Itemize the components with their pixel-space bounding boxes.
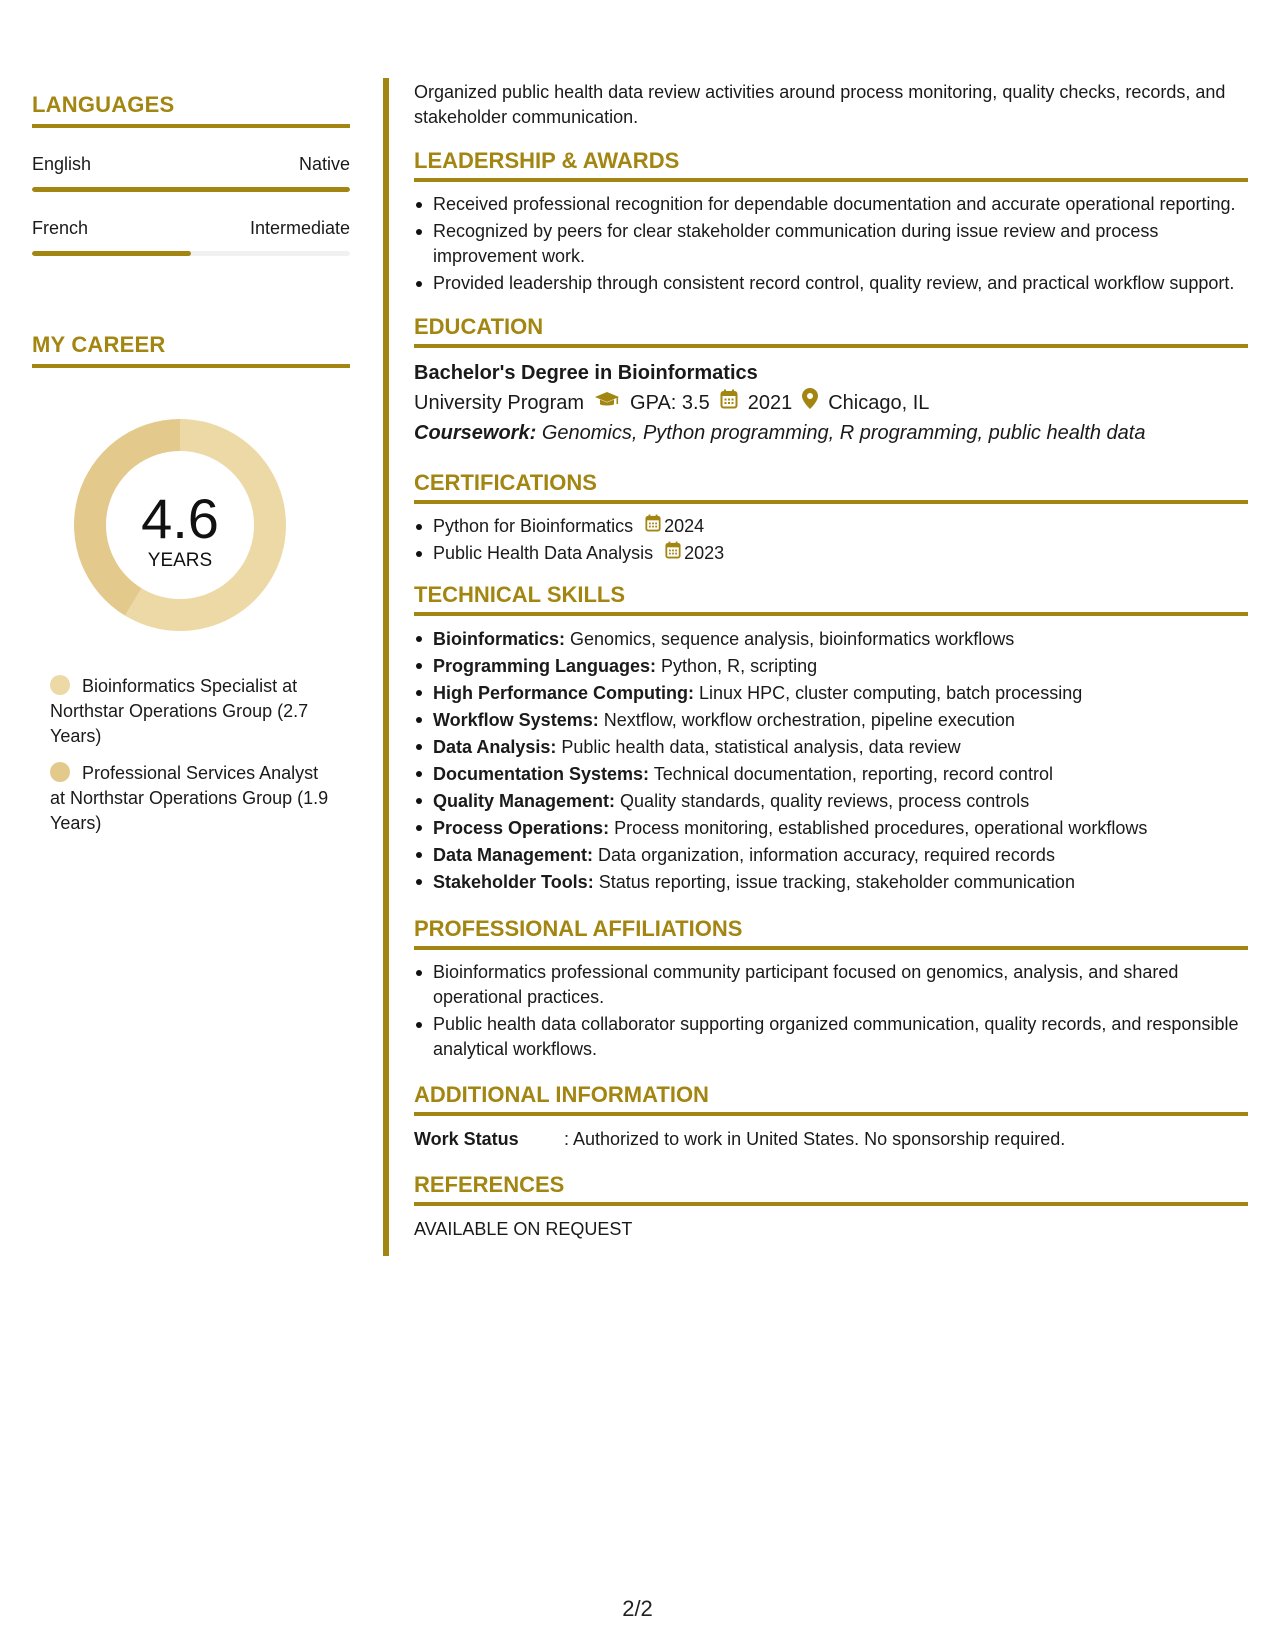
skill-values: Status reporting, issue tracking, stakeholder communication xyxy=(598,872,1075,892)
skill-category: High Performance Computing: xyxy=(433,683,695,703)
graduation-cap-icon xyxy=(594,388,620,418)
certifications-list xyxy=(414,514,1248,566)
list-item xyxy=(414,541,1248,566)
language-proficiency-fill xyxy=(32,251,191,256)
list-item xyxy=(414,734,1248,761)
list-item xyxy=(414,815,1248,842)
skills-list xyxy=(414,626,1248,896)
leadership-list xyxy=(414,192,1248,296)
skill-category: Data Management: xyxy=(433,845,594,865)
list-item xyxy=(414,842,1248,869)
certification-name: Python for Bioinformatics xyxy=(433,516,634,536)
calendar-icon xyxy=(720,388,738,418)
career-title: MY CAREER xyxy=(32,332,350,368)
skill-category: Stakeholder Tools: xyxy=(433,872,594,892)
list-item xyxy=(414,761,1248,788)
career-legend-item xyxy=(50,674,330,749)
career-legend-label: Professional Services Analyst at Northstar Operations Group (1.9 Years) xyxy=(50,763,329,833)
list-item xyxy=(414,707,1248,734)
language-name: French xyxy=(32,218,89,238)
degree-name: Bachelor's Degree in Bioinformatics xyxy=(414,362,758,384)
language-proficiency-bar xyxy=(32,187,350,192)
list-item: Bioinformatics professional community participant focused on genomics, analysis, and shared operational practices. xyxy=(414,960,1248,1010)
references-text: AVAILABLE ON REQUEST xyxy=(414,1219,633,1239)
coursework-list: Genomics, Python programming, R programming, public health data xyxy=(541,422,1146,444)
list-item xyxy=(414,514,1248,539)
language-proficiency-fill xyxy=(32,187,350,192)
list-item xyxy=(414,788,1248,815)
language-item xyxy=(32,154,350,192)
certification-year: 2024 xyxy=(664,516,705,536)
calendar-icon xyxy=(665,541,681,566)
work-status-value: : Authorized to work in United States. No sponsorship required. xyxy=(564,1129,1066,1149)
skills-title: TECHNICAL SKILLS xyxy=(414,582,1248,616)
education-location: Chicago, IL xyxy=(828,392,930,414)
list-item xyxy=(414,626,1248,653)
skill-category: Workflow Systems: xyxy=(433,710,599,730)
education-meta xyxy=(414,388,1248,418)
skill-values: Python, R, scripting xyxy=(661,656,818,676)
skill-values: Data organization, information accuracy, required records xyxy=(598,845,1055,865)
career-legend-item xyxy=(50,761,330,836)
skill-values: Process monitoring, established procedures, operational workflows xyxy=(614,818,1148,838)
language-proficiency-bar xyxy=(32,251,350,256)
language-level: Intermediate xyxy=(249,218,350,238)
skill-category: Process Operations: xyxy=(433,818,610,838)
skill-category: Programming Languages: xyxy=(433,656,657,676)
list-item xyxy=(414,869,1248,896)
skill-values: Public health data, statistical analysis, data review xyxy=(561,737,961,757)
page-number: 2/2 xyxy=(622,1596,653,1621)
career-legend-label: Bioinformatics Specialist at Northstar Operations Group (2.7 Years) xyxy=(50,676,309,746)
legend-dot-icon xyxy=(50,762,70,782)
languages-title: LANGUAGES xyxy=(32,92,350,128)
certifications-title: CERTIFICATIONS xyxy=(414,470,1248,504)
skill-values: Nextflow, workflow orchestration, pipeline execution xyxy=(603,710,1015,730)
skill-category: Documentation Systems: xyxy=(433,764,650,784)
leadership-title: LEADERSHIP & AWARDS xyxy=(414,148,1248,182)
list-item: Received professional recognition for dependable documentation and accurate operational reporting. xyxy=(414,192,1248,217)
certification-year: 2023 xyxy=(684,543,725,563)
location-pin-icon xyxy=(802,388,818,418)
coursework-label: Coursework: xyxy=(414,422,537,444)
career-donut-chart xyxy=(67,412,293,638)
work-status-label: Work Status xyxy=(414,1129,519,1149)
education-title: EDUCATION xyxy=(414,314,1248,348)
left-column xyxy=(32,92,350,848)
skill-values: Quality standards, quality reviews, process controls xyxy=(620,791,1030,811)
career-legend xyxy=(50,674,330,836)
references-title: REFERENCES xyxy=(414,1172,1248,1206)
skill-values: Linux HPC, cluster computing, batch processing xyxy=(699,683,1083,703)
list-item: Provided leadership through consistent record control, quality review, and practical workflow support. xyxy=(414,271,1248,296)
calendar-icon xyxy=(645,514,661,539)
additional-info-title: ADDITIONAL INFORMATION xyxy=(414,1082,1248,1116)
additional-info-row xyxy=(414,1126,1248,1152)
school-name: University Program xyxy=(414,392,585,414)
list-item xyxy=(414,680,1248,707)
skill-category: Data Analysis: xyxy=(433,737,557,757)
intro-paragraph: Organized public health data review activities around process monitoring, quality checks, records, and stakeholder communication. xyxy=(414,82,1226,127)
list-item: Recognized by peers for clear stakeholder communication during issue review and process improvement work. xyxy=(414,219,1248,269)
skill-values: Technical documentation, reporting, record control xyxy=(653,764,1053,784)
language-item xyxy=(32,218,350,256)
list-item xyxy=(414,653,1248,680)
list-item: Public health data collaborator supporting organized communication, quality records, and responsible analytical workflows. xyxy=(414,1012,1248,1062)
language-name: English xyxy=(32,154,92,174)
graduation-year: 2021 xyxy=(747,392,793,414)
right-column xyxy=(414,80,1248,1242)
skill-category: Quality Management: xyxy=(433,791,616,811)
affiliations-list xyxy=(414,960,1248,1062)
certification-name: Public Health Data Analysis xyxy=(433,543,654,563)
career-years-unit: YEARS xyxy=(147,550,213,571)
column-divider xyxy=(383,78,389,1256)
affiliations-title: PROFESSIONAL AFFILIATIONS xyxy=(414,916,1248,950)
language-level: Native xyxy=(298,154,350,174)
career-total-years: 4.6 xyxy=(141,487,219,550)
coursework xyxy=(414,418,1248,448)
skill-values: Genomics, sequence analysis, bioinformatics workflows xyxy=(570,629,1015,649)
legend-dot-icon xyxy=(50,675,70,695)
skill-category: Bioinformatics: xyxy=(433,629,566,649)
gpa: GPA: 3.5 xyxy=(630,392,710,414)
